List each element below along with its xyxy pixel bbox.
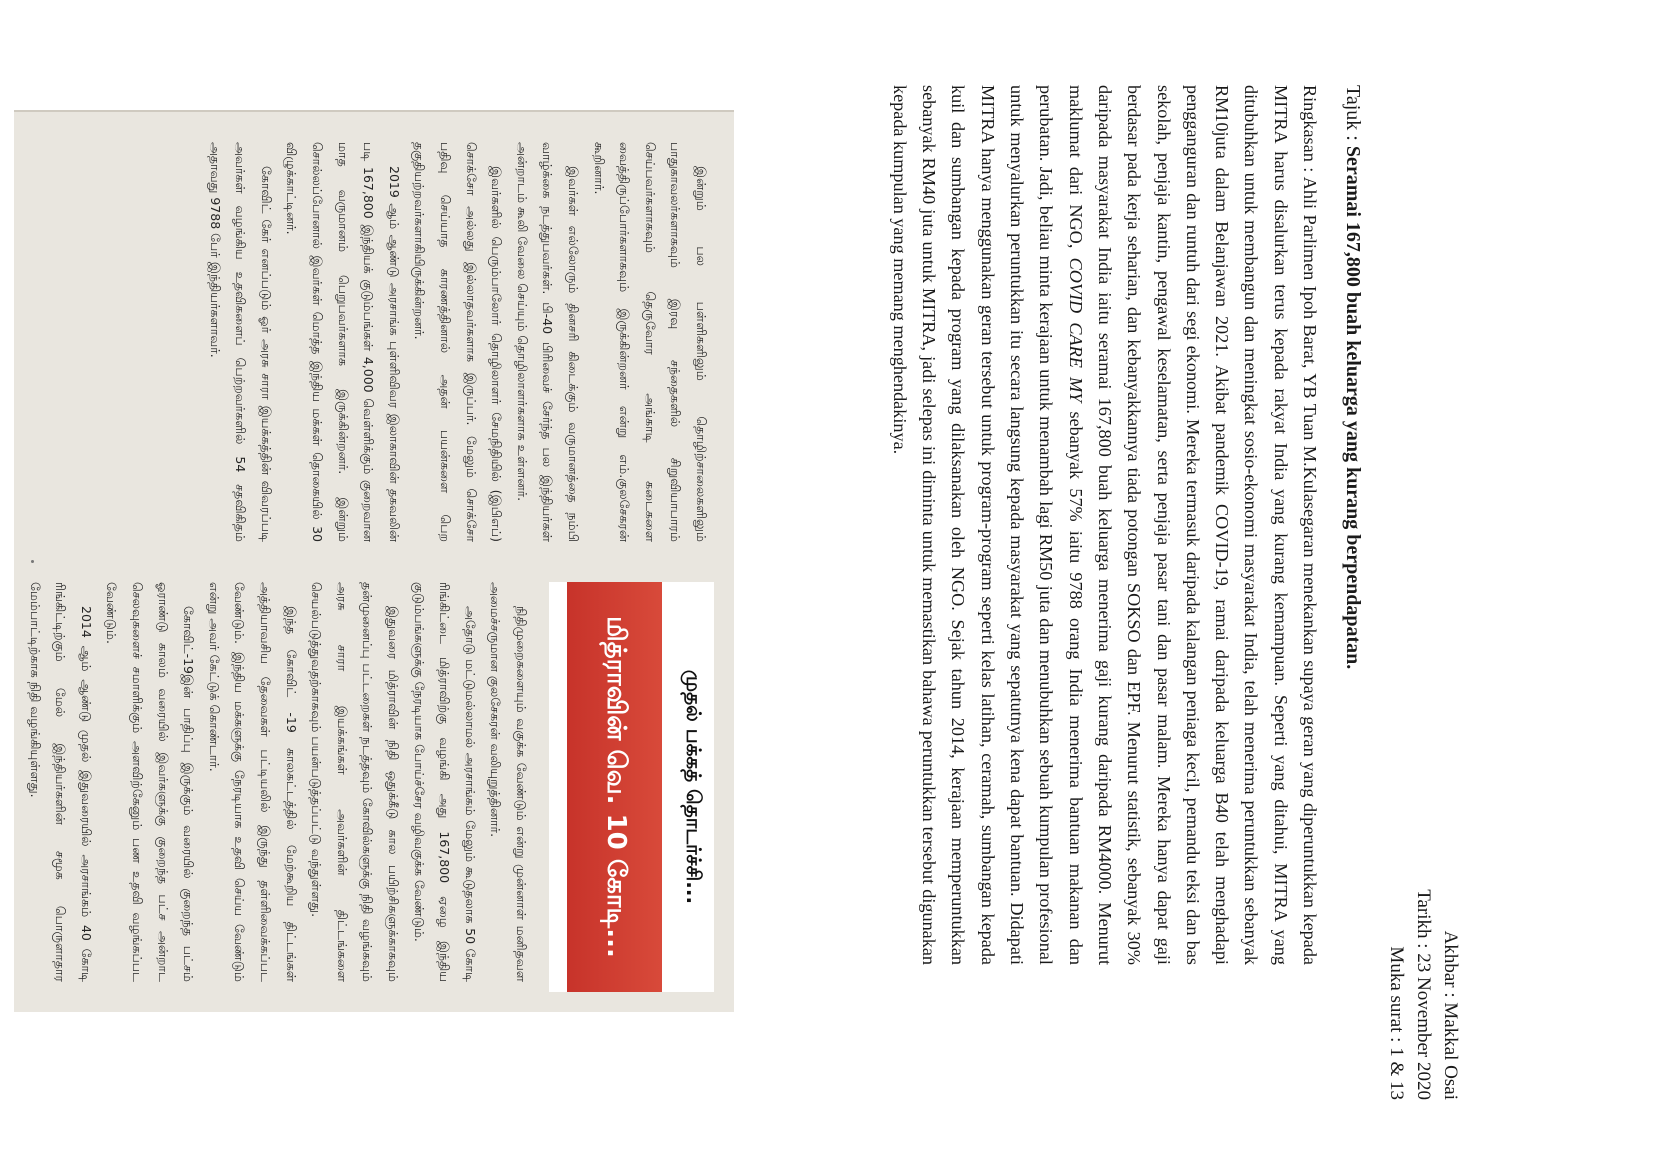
headline-main: மித்ராவின் வெ. 10 கோடி...: [567, 582, 662, 992]
clipping-paragraph: 2014 ஆம் ஆண்டு முதல் இதுவரையில் அரசாங்கம் 40 கோடி ரிங்கிட்டிற்கும் மேல் இந்தியர்களின் சமூக பொருளாதார மேம்பாட்டிற்காக நிதி வழங்கியுள்ளது.: [27, 582, 94, 982]
clipping-paragraph: இவர்களில் பெரும்பாலோர் தொழிலாளர் சேமநிதியில் (இபிஎப்) சொக்சோ அல்லது இல்லாதவர்களாக இருப்பர். மேலும் சொக்சோ பதிவு செய்யாத காரணத்தினால் அதன் பயன்களை பெற தகுதியற்றவர்களாகியிருக்கின்றனர்.: [412, 142, 505, 542]
publication-date: Tarikh : 23 November 2020: [1413, 889, 1434, 1100]
clipping-right-column: [27, 582, 534, 982]
summary-part-1: Ringkasan : Ahli Parlimen Ipoh Barat, YB Tuan M.Kulasegaran menekankan supaya geran yang diperuntukkan kepada MITRA harus disalurkan terus kepada rakyat India yang kurang kemampuan. Seperti yang ditahui, MITRA yang ditubuhkan untuk membangun dan meningkat sosio-ekonomi masyarakat India, telah menerima peruntukkan sebanyak RM10juta dalam Belanjawan 2021. Akibat pandemik COVID-19, ramai daripada keluarga B40 telah menghadapi pengganguran dan runtuh dari segi ekonomi. Mereka termasuk daripada kalangan peniaga kecil, pemandu teksi dan bas sekolah, penjaja kantin, pengawal keselamatan, serta penjaja pasar tani dan pasar malam. Mereka hanya dapat gaji berdasar pada kerja seharian, dan kebanyakkannya tiada potongan SOKSO dan EPF. Menurut statistik, sebanyak 30% daripada masyarakat India iaitu seramai 167,800 buah keluarga menerima gaji kurang daripada RM4000. Menurut maklumat dari NGO,: [1065, 85, 1320, 965]
title-text: Seramai 167,800 buah keluarga yang kurang berpendapatan.: [1342, 145, 1364, 670]
clipping-paragraph: இந்த கோவிட் -19 காலகட்டத்தில் மேற்கூறிய திட்டங்கள் அத்தியாவசிய தேவைகள் பட்டியலில் இருந்து தள்ளிவைக்கப்பட வேண்டும். இந்திய மக்களுக்கு நேரடியாக உதவி செய்ய வேண்டும் என்று அவர் கேட்டுக் கொண்டார்.: [206, 582, 299, 982]
clipping-paragraph: 2019 ஆம் ஆண்டு அரசாங்க புள்ளிவிவர இலாகாவின் தகவலின் படி 167,800 இந்தியக் குடும்பங்கள் 4,000 வெள்ளிக்கும் குறைவான மாத வருமானம் பெறுபவர்களாக இருக்கின்றனர். இன்றும் சொல்லப்போனால் இவர்கள் மொத்த இந்திய மக்கள் தொகையில் 30 விழுக்காட்டினர்.: [284, 142, 402, 542]
clipping-paragraph: இன்றும் பல பள்ளிகளிலும் தொழிற்சாலைகளிலும் பாதுகாவலர்களாகவும் இரவு சந்தைகளில் சிறுவியாபாரம் செய்பவர்களாகவும் தெருவோர அங்காடி கடைகளை வைத்திருப்போர்களாகவும் இருக்கின்றனர் என்று எம்.குலசேகரன் கூறினார்.: [591, 142, 709, 542]
page-number: Muka surat : 1 & 13: [1386, 946, 1407, 1100]
clipping-left-column: [34, 142, 714, 542]
article-title: [1341, 85, 1364, 669]
summary-part-2: sebanyak 57% iaitu 9788 orang India menerima bantuan makanan dan perubatan. Jadi, beliau minta kerajaan untuk menambah lagi RM50 juta dan menubuhkan sebuah kumpulan profesional untuk menyalurkan peruntukkan itu secara langsung kepada masyarakat yang sepatutnya kena dapat bantuan. Didapati MITRA hanya menggunakan geran tersebut untuk program-program seperti kelas latihan, ceramah, sumbangan kepada kuil dan sumbangan kepada program yang dilaksanakan oleh NGO. Sejak tahun 2014, kerajaan memperuntukkan sebanyak RM40 juta untuk MITRA, jadi selepas ini diminta untuk memastikan bahawa peruntukkan tersebut digunakan kepada kumpulan yang memang menghendakinya.: [889, 85, 1086, 965]
article-summary: [885, 85, 1324, 965]
clipping-headline-box: [549, 582, 714, 992]
clipping-paragraph: கோவிட்-19இன் பாதிப்பு இருக்கும் வரையில் குறைந்த பட்சம் ஓராண்டு காலம் வரையில் இவர்களுக்கு குறைந்த பட்ச அன்றாட செலவுகளைச் சமாளிக்கும் அளவிற்கேனும் பண உதவி வழங்கப்பட வேண்டும்.: [104, 582, 197, 982]
newspaper-clipping: [14, 110, 734, 1012]
clipping-paragraph: இதுவரை மித்ராவின் நிதி ஒதுக்கீடு கால பயிற்சிகளுக்காகவும் தன்முனைப்பு பட்டறைகள் நடத்தவும் கோவில்களுக்கு நிதி வழங்கவும் அரசு சாரா இயக்கங்கள் அவர்களின் திட்டங்களை செயல்படுத்துவதற்காகவும் பயன்படுத்தப்பட்டு வந்துள்ளது.: [309, 582, 402, 982]
title-prefix: Tajuk :: [1342, 85, 1364, 146]
scan-speck: [31, 560, 34, 563]
ngo-name: COVID CARE MY: [1065, 257, 1086, 403]
article-metadata: [1383, 889, 1464, 1100]
clipping-paragraph: அதோடு மட்டுமல்லாமல் அரசாங்கம் மேலும் கூடுதலாக 50 கோடி ரிங்கிட்டை மித்ராவிற்கு வழங்கி அது 167,800 ஏழை இந்திய குடும்பங்களுக்கு நேரடியாக போய்ச்சேர வழிவகுக்க வேண்டும்.: [411, 582, 478, 982]
headline-continuation: முதல் பக்கத் தொடர்ச்சி...: [682, 669, 706, 905]
newspaper-name: Akhbar : Makkal Osai: [1440, 930, 1461, 1100]
clipping-paragraph: நிதிமுறைகளையும் வகுக்க வேண்டும் என்று முன்னாள் மனிதவள அமைச்சருமான குலசேகரன் வலியுறுத்தினார்.: [488, 582, 529, 982]
clipping-paragraph: இவர்கள் எல்லோரும் தினசரி கிடைக்கும் வருமானத்தை நம்பி வாழ்க்கை நடத்துபவர்கள். பி-40 பிரிவைச் சேர்ந்த பல இந்தியர்கள் அன்றாடம் கூலி வேலை செய்யும் தொழிலாளர்களாக உள்ளனர்.: [514, 142, 582, 542]
clipping-paragraph: கோவிட் கேர் எனப்படும் ஓர் அரசு சாரா இயக்கத்தின் விவரப்படி அவர்கள் வழங்கிய உதவிகளைப் பெற்றவர்களில் 54 சதவிகிதம் அதாவது 9788 பேர் இந்தியர்களாவர்.: [207, 142, 274, 542]
